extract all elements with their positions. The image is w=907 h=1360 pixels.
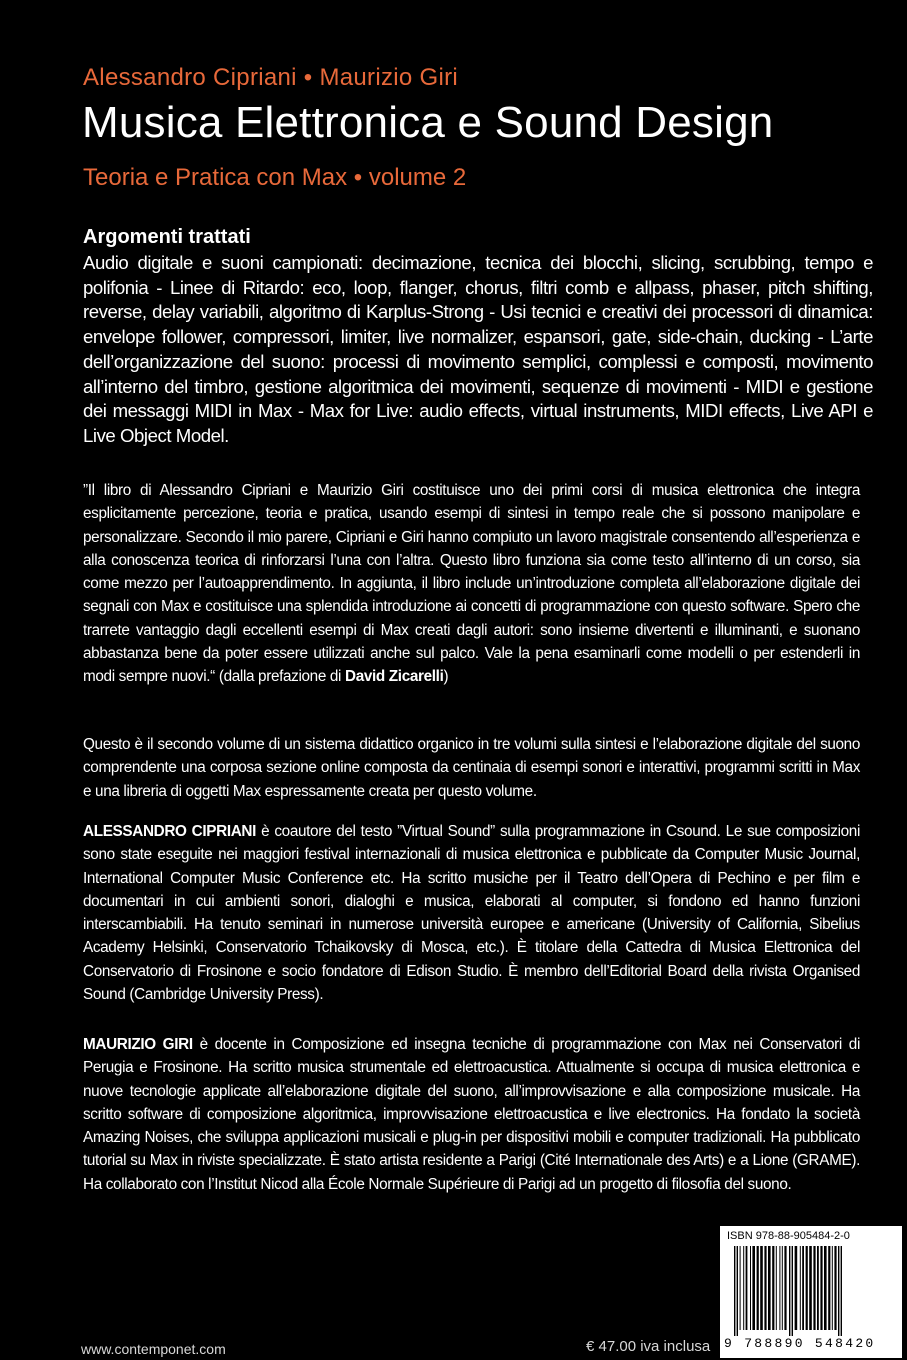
barcode-bar (764, 1246, 766, 1330)
barcode-bar (806, 1246, 808, 1330)
quote-attribution-name: David Zicarelli (345, 668, 444, 686)
barcode-bar (832, 1246, 833, 1330)
giri-bio (83, 1033, 860, 1196)
barcode-bar (784, 1246, 786, 1330)
barcode-number: 9 788890 548420 (724, 1336, 876, 1351)
barcode-bar (802, 1246, 804, 1330)
book-subtitle: Teoria e Pratica con Max • volume 2 (83, 164, 467, 191)
intro-paragraph: Questo è il secondo volume di un sistema didattico organico in tre volumi sulla sintesi e l’elaborazione digitale del suono comprendente una corposa sezione online composta da centinaia di esempi sonori e interattivi, programmi scritti in Max e una libreria di oggetti Max espressamente creata per questo volume. (83, 736, 860, 800)
giri-bio-text: è docente in Composizione ed insegna tecniche di programmazione con Max nei Conservatori di Perugia e Frosinone. Ha scritto musica strumentale ed elettroacustica. Attualmente si occupa di musica elettronica e nuove tecnologie applicate all’elaborazione digitale del suono, all’improvvisazione e alla composizione musicale. Ha scritto software di composizione algoritmica, improvvisazione elettroacustica e live electronics. Ha fondato la società Amazing Noises, che sviluppa applicazioni musicali e plug-in per dispositivi mobili e computer tradizionali. Ha pubblicato tutorial su Max in riviste specializzate. È stato artista residente a Parigi (Cité Internationale des Arts) e a Lione (GRAME). Ha collaborato con l’Institut Nicod alla École Normale Supérieure di Parigi ad un progetto di filosofia del suono. (83, 1036, 860, 1193)
barcode-bar (813, 1246, 815, 1330)
barcode-bar (776, 1246, 777, 1330)
barcode-bar (820, 1246, 822, 1330)
barcode-bar (838, 1246, 839, 1336)
barcode-bar (740, 1246, 741, 1330)
barcode-bar (750, 1246, 751, 1330)
barcode-bar (752, 1246, 755, 1330)
barcode-bar (789, 1246, 790, 1336)
barcode-bar (800, 1246, 801, 1330)
quote-attribution-prefix: (dalla prefazione di (214, 668, 345, 686)
publisher-url: www.contemponet.com (81, 1341, 226, 1357)
isbn-label: ISBN 978-88-905484-2-0 (727, 1230, 850, 1242)
barcode-bar (824, 1246, 827, 1330)
barcode-bar (734, 1246, 735, 1336)
barcode-box (720, 1226, 902, 1358)
book-title: Musica Elettronica e Sound Design (82, 98, 774, 147)
price-label: € 47.00 iva inclusa (586, 1338, 711, 1355)
barcode-bar (834, 1246, 836, 1330)
quote-attribution-suffix: ) (443, 668, 449, 686)
barcode-bar (779, 1246, 780, 1330)
cipriani-bio (83, 820, 860, 1006)
barcode-bar (841, 1246, 842, 1336)
barcode-bar (782, 1246, 783, 1330)
barcode-icon (732, 1246, 890, 1336)
quote-text: ”Il libro di Alessandro Cipriani e Maurizio Giri costituisce uno dei primi corsi di musica elettronica che integra esplicitamente percezione, teoria e pratica, usando esempi di sintesi in tempo reale che si possono manipolare e personalizzare. Secondo il mio parere, Cipriani e Giri hanno compiuto un lavoro magistrale consentendo all’esperienza e alla conoscenza teorica di rinforzarsi l’una con l’altra. Questo libro funziona sia come testo all’interno di un corso, sia come mezzo per l’autoapprendimento. In aggiunta, il libro include un’introduzione completa all’elaborazione digitale dei segnali con Max e costituisce una splendida introduzione ai concetti di programmazione con questo software. Spero che trarrete vantaggio dagli eccellenti esempi di Max creati dagli autori: sono insieme divertenti e illuminanti, e suonano abbastanza bene da poter essere utilizzati anche sul palco. Vale la pena esaminarli come modelli o per estenderli in modi sempre nuovi.“ (83, 482, 860, 686)
topics-heading: Argomenti trattati (83, 226, 251, 248)
barcode-bar (746, 1246, 748, 1330)
cipriani-bio-text: è coautore del testo ”Virtual Sound” sulla programmazione in Csound. Le sue composizioni sono state eseguite nei maggiori festival internazionali di musica elettronica e pubblicate da Computer Music Journal, International Computer Music Conference etc. Ha scritto musiche per il Teatro dell’Opera di Pechino e per film e documentari in cui ambienti sonori, dialoghi e musica, elaborati al computer, si fondono ed hanno funzioni interscambiabili. Ha tenuto seminari in numerose università europee e americane (University of California, Sibelius Academy Helsinki, Conservatorio Tchaikovsky di Mosca, etc.). È titolare della Cattedra di Musica Elettronica del Conservatorio di Frosinone e socio fondatore di Edison Studio. È membro dell’Editorial Board della rivista Organised Sound (Cambridge University Press). (83, 823, 861, 1004)
authors-line: Alessandro Cipriani • Maurizio Giri (83, 64, 459, 91)
cipriani-name: ALESSANDRO CIPRIANI (83, 823, 257, 840)
barcode-bar (828, 1246, 830, 1330)
barcode-bar (737, 1246, 738, 1336)
topics-text: Audio digitale e suoni campionati: decimazione, tecnica dei blocchi, slicing, scrubbing, tempo e polifonia - Linee di Ritardo: eco, loop, flanger, chorus, filtri comb e allpass, phaser, pitch shifting, reverse, delay variabili, algoritmo di Karplus-Strong - Usi tecnici e creativi dei processori di dinamica: envelope follower, compressori, limiter, live normalizer, espansori, gate, side-chain, ducking - L’arte dell’organizzazione del suono: processi di movimento semplici, complessi e composti, movimento all’interno del timbro, gestione algoritmica dei movimenti, sequenze di movimenti - MIDI e gestione dei messaggi MIDI in Max - Max for Live: audio effects, virtual instruments, MIDI effects, Live API e Live Object Model. (83, 252, 873, 446)
quote-paragraph (83, 479, 860, 689)
giri-name: MAURIZIO GIRI (83, 1036, 193, 1053)
barcode-bar (792, 1246, 793, 1336)
barcode-bar (743, 1246, 744, 1330)
barcode-bar (772, 1246, 774, 1330)
barcode-bar (757, 1246, 759, 1330)
barcode-bar (768, 1246, 771, 1330)
barcode-bar (795, 1246, 798, 1330)
barcode-bar (817, 1246, 819, 1330)
barcode-bar (760, 1246, 763, 1330)
barcode-bar (809, 1246, 812, 1330)
